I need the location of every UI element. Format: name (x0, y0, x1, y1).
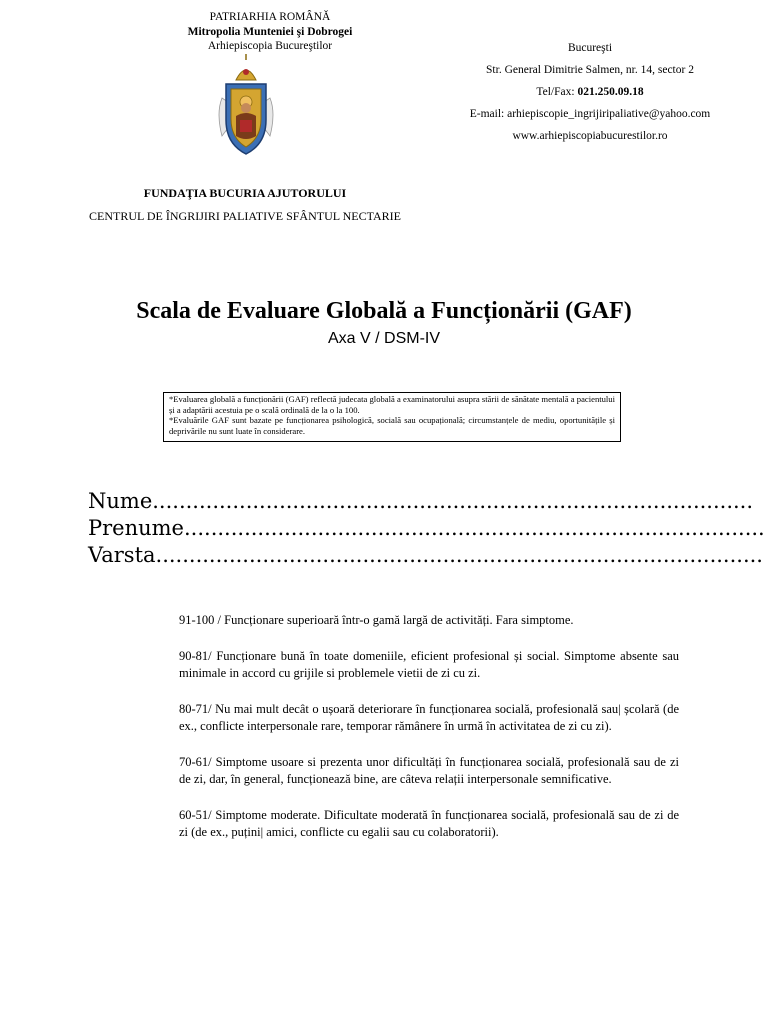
email: E-mail: arhiepiscopie_ingrijiripaliative@yahoo.com (469, 108, 711, 120)
name-field: Nume.......................................................................................... (88, 489, 754, 513)
metropolis-name: Mitropolia Munteniei şi Dobrogei (187, 25, 353, 38)
age-field: Varsta........................................................................................... (88, 543, 763, 567)
first-name-field: Prenume....................................................................................... (88, 516, 765, 540)
scale-item: 70-61/ Simptome usoare si prezenta unor dificultăți în funcționarea socială, profesională sau de zi de zi, dar, în general, funcționează bine, are câteva relații interpersonale semnificative. (179, 754, 679, 786)
address: Str. General Dimitrie Salmen, nr. 14, sector 2 (486, 64, 694, 76)
note-box (163, 392, 621, 442)
patriarchate-name: PATRIARHIA ROMÂNĂ (209, 11, 331, 23)
scale-item: 90-81/ Funcționare bună în toate domeniile, eficient profesional și social. Simptome absente sau minimale in accord cu grijile si problemele vietii de zi cu zi. (179, 648, 679, 680)
gaf-scale (179, 612, 679, 860)
document-title: Scala de Evaluare Globală a Funcționării (GAF) (136, 298, 632, 324)
foundation-name: FUNDAŢIA BUCURIA AJUTORULUI (143, 186, 347, 200)
phone-number: 021.250.09.18 (577, 86, 644, 98)
coat-of-arms-icon (214, 58, 278, 158)
note-line-2: *Evaluările GAF sunt bazate pe funcționarea psihologică, socială sau ocupațională; circumstanțele de mediu, oportunitățile și deprivările nu sunt luate în considerare. (169, 415, 615, 436)
phone-label: Tel/Fax: (536, 86, 575, 98)
scale-item: 80-71/ Nu mai mult decât o ușoară deteriorare în funcționarea socială, profesională sau| școlară (de ex., conflicte interpersonale rare, temporar rămânere în urmă în activitatea de zi cu zi). (179, 701, 679, 733)
contact-block (440, 40, 740, 150)
phone-line (440, 84, 740, 106)
patriarchate-header (150, 10, 390, 54)
scale-item: 60-51/ Simptome moderate. Dificultate moderată în funcționarea socială, profesională sau de zi de zi (de ex., puțini| amici, conflicte cu egalii sau cu colaboratorii). (179, 807, 679, 839)
note-line-1: *Evaluarea globală a funcționării (GAF) reflectă judecata globală a examinatorului asupra stării de sănătate mentală a pacientului și a adaptării acestuia pe o scală ordinală de la o la 100. (169, 394, 615, 415)
center-name: CENTRUL DE ÎNGRIJIRI PALIATIVE SFÂNTUL NECTARIE (88, 209, 402, 223)
document-subtitle: Axa V / DSM-IV (327, 330, 441, 347)
patient-fields (88, 488, 765, 569)
city: Bucureşti (567, 42, 613, 54)
website: www.arhiepiscopiabucurestilor.ro (512, 130, 668, 142)
archdiocese-name: Arhiepiscopia Bucureştilor (207, 40, 333, 52)
organization-block (60, 182, 430, 228)
scale-item: 91-100 / Funcționare superioară într-o gamă largă de activități. Fara simptome. (179, 613, 574, 627)
